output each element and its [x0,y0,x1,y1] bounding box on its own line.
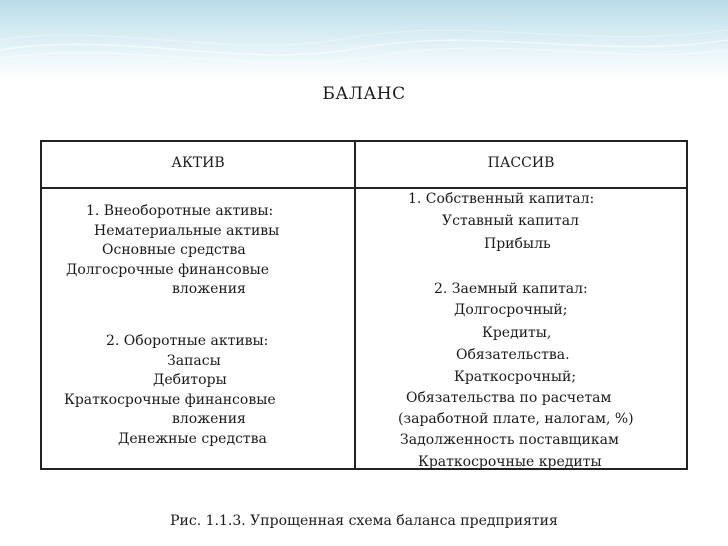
aktiv-line-intangible: Нематериальные активы [94,222,280,239]
passiv-line-longterm: Долгосрочный; [454,302,568,318]
aktiv-line-noncurrent: 1. Внеоборотные активы: [86,203,274,219]
passiv-line-settlement-obligations: Обязательства по расчетам [406,390,612,406]
figure-caption: Рис. 1.1.3. Упрощенная схема баланса предприятия [170,513,558,529]
decorative-banner [0,0,728,80]
aktiv-line-debtors: Дебиторы [153,372,227,388]
aktiv-line-investments-2: вложения [172,411,246,427]
passiv-line-short-credits: Краткосрочные кредиты [418,454,602,470]
passiv-header: ПАССИВ [487,155,555,171]
aktiv-header: АКТИВ [171,155,225,171]
aktiv-line-fixed: Основные средства [102,242,246,258]
column-divider [354,142,356,468]
aktiv-line-shortterm-fin: Краткосрочные финансовые [64,391,276,408]
passiv-line-credits: Кредиты, [482,325,552,341]
passiv-line-shortterm: Краткосрочный; [454,369,577,385]
passiv-line-equity: 1. Собственный капитал: [408,191,595,207]
aktiv-line-longterm-fin: Долгосрочные финансовые [66,261,270,278]
passiv-line-charter-capital: Уставный капитал [442,213,579,229]
balance-table [40,140,688,470]
aktiv-line-cash: Денежные средства [118,430,267,447]
wave-decoration [0,0,728,80]
aktiv-line-current: 2. Оборотные активы: [106,333,269,349]
passiv-line-debt-capital: 2. Заемный капитал: [434,281,588,297]
aktiv-line-inventory: Запасы [167,352,221,369]
passiv-line-profit: Прибыль [484,236,551,252]
aktiv-line-investments: вложения [172,281,246,297]
page-title: БАЛАНС [322,84,406,104]
passiv-line-supplier-debt: Задолженность поставщикам [400,432,619,448]
table-header-row [42,142,686,189]
passiv-line-wages-taxes: (заработной плате, налогам, %) [398,411,634,427]
passiv-line-obligations: Обязательства. [456,347,570,363]
